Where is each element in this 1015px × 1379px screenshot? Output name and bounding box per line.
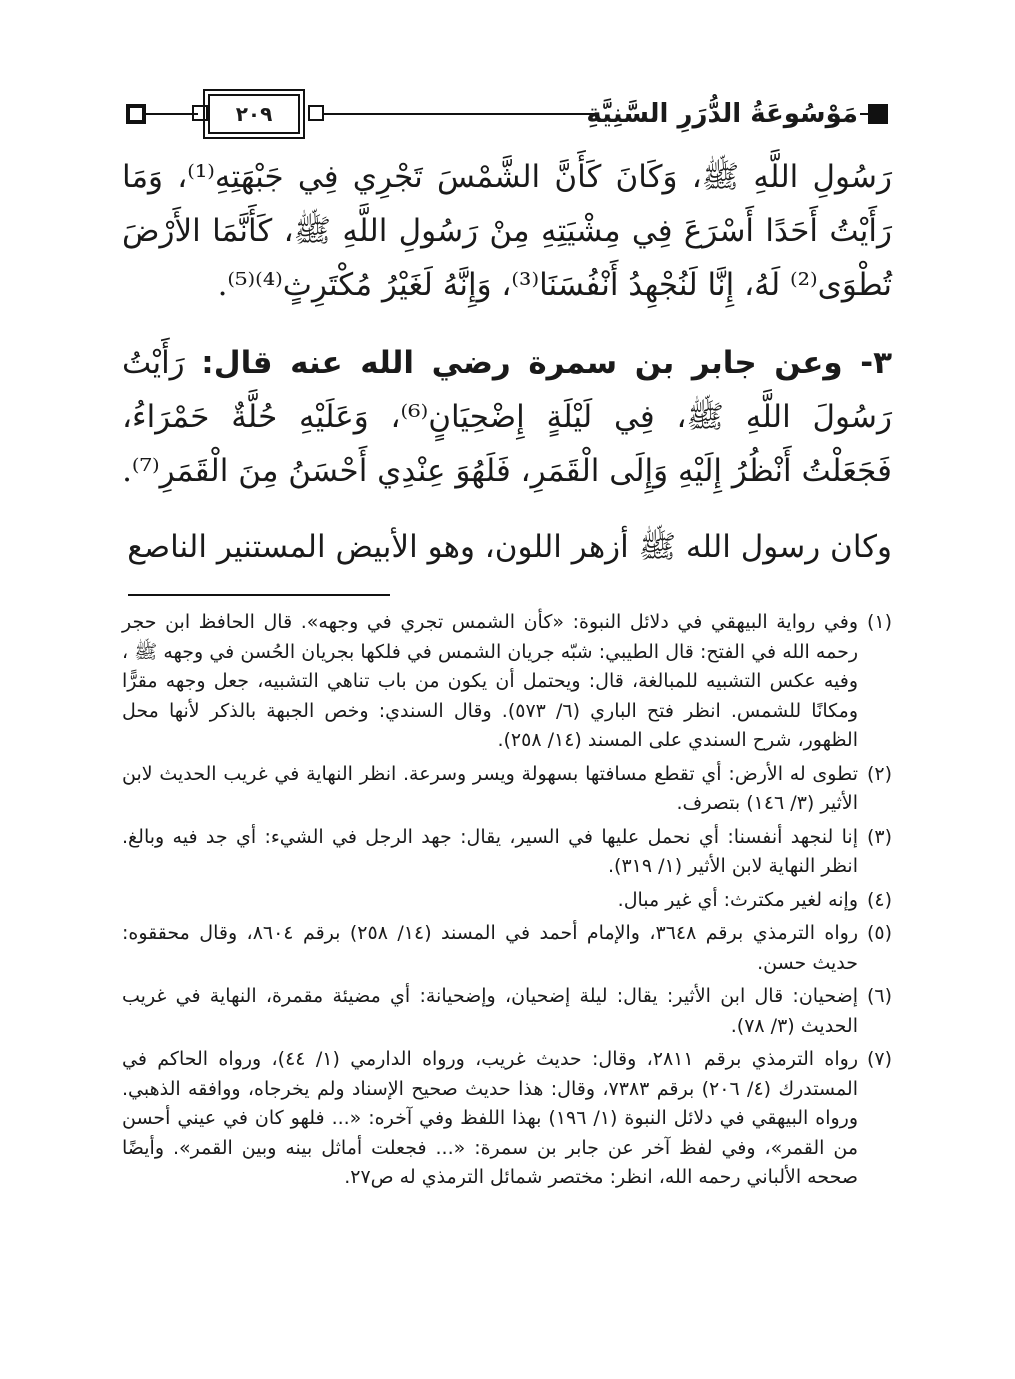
paragraph-3-text: وكان رسول الله ﷺ أزهر اللون، وهو الأبيض المستنير الناصع (127, 529, 892, 565)
book-title: مَوْسُوعَةُ الدُّرَرِ السَّنِيَّةِ (586, 99, 858, 129)
paragraph-2 (122, 336, 892, 498)
footnote (122, 919, 892, 978)
footnote-text: رواه الترمذي برقم ٣٦٤٨، والإمام أحمد في المسند (١٤/ ٢٥٨) برقم ٨٦٠٤، وقال محققوه: حديث حسن. (122, 922, 859, 974)
footnote-text: تطوى له الأرض: أي تقطع مسافتها بسهولة ويسر وسرعة. انظر النهاية في غريب الحديث لابن الأثير (٣/ ١٤٦) بتصرف. (122, 762, 858, 814)
header-rule-right (322, 113, 598, 115)
paragraph-1 (122, 150, 892, 312)
footnote-number: (٧) (866, 1048, 892, 1070)
footnote (122, 823, 892, 882)
footnote-number: (٣) (866, 825, 892, 848)
footnote-number: (٢) (866, 762, 892, 785)
footnote (122, 886, 892, 916)
header-knot-left (192, 105, 208, 121)
header-square-right (868, 104, 888, 124)
footnote (122, 982, 892, 1041)
paragraph-2-lead: ٣- وعن جابر بن سمرة رضي الله عنه قال: (201, 345, 893, 381)
footnote-text: إضحيان: قال ابن الأثير: يقال: ليلة إضحيان، وإضحيانة: أي مضيئة مقمرة، النهاية في غريب الحديث (٣/ ٧٨). (122, 985, 858, 1037)
page-number: ٢٠٩ (208, 94, 300, 134)
footnote-text: إنا لنجهد أنفسنا: أي نحمل عليها في السير، يقال: جهد الرجل في الشيء: أي جد فيه وبالغ. انظر النهاية لابن الأثير (١/ ٣١٩). (122, 825, 858, 877)
footnote (122, 1045, 892, 1193)
paragraph-1-text: رَسُولِ اللَّهِ ﷺ، وَكَانَ كَأَنَّ الشَّمْسَ تَجْرِي فِي جَبْهَتِهِ⁽¹⁾، وَمَا رَأَيْتُ أَحَدًا أَسْرَعَ فِي مِشْيَتِهِ مِنْ رَسُولِ اللَّهِ ﷺ، كَأَنَّمَا الأَرْضَ تُطْوَى⁽²⁾ لَهُ، إِنَّا لَنُجْهِدُ أَنْفُسَنَا⁽³⁾، وَإِنَّهُ لَغَيْرُ مُكْتَرِثٍ⁽⁴⁾⁽⁵⁾. (122, 159, 892, 303)
footnote-text: وإنه لغير مكترث: أي غير مبال. (617, 888, 858, 911)
paragraph-2-text: رَأَيْتُ رَسُولَ اللَّهِ ﷺ، فِي لَيْلَةٍ إِضْحِيَانٍ⁽⁶⁾، وَعَلَيْهِ حُلَّةٌ حَمْرَاءُ، فَجَعَلْتُ أَنْظُرُ إِلَيْهِ وَإِلَى الْقَمَرِ، فَلَهُوَ عِنْدِي أَحْسَنُ مِنَ الْقَمَرِ⁽⁷⁾. (122, 345, 892, 489)
footnote-text: رواه الترمذي برقم ٢٨١١، وقال: حديث غريب، ورواه الدارمي (١/ ٤٤)، ورواه الحاكم في المستدرك (٤/ ٢٠٦) برقم ٧٣٨٣، وقال: هذا حديث صحيح الإسناد ولم يخرجاه، ووافقه الذهبي. ورواه البيهقي في دلائل النبوة (١/ ١٩٦) بهذا اللفظ وفي آخره: «... فلهو كان في عيني أحسن من القمر»، وفي لفظ آخر عن جابر بن سمرة: «... فجعلت أماثل بينه وبين القمر». وأيضًا صححه الألباني رحمه الله، انظر: مختصر شمائل الترمذي له ص٢٧. (122, 1048, 859, 1188)
footnote-number: (٤) (866, 888, 892, 911)
footnotes (122, 608, 892, 1197)
page-header (122, 88, 892, 142)
footnote-number: (٥) (866, 922, 893, 944)
header-rule-left (146, 113, 198, 115)
footnote-number: (٦) (866, 985, 892, 1007)
footnote (122, 760, 892, 819)
paragraph-3 (122, 520, 892, 574)
footnote (122, 608, 892, 756)
footnote-number: (١) (866, 611, 892, 633)
header-square-left (126, 104, 146, 124)
footnote-separator (128, 594, 390, 596)
footnote-text: وفي رواية البيهقي في دلائل النبوة: «كأن الشمس تجري في وجهه». قال الحافظ ابن حجر رحمه الله في الفتح: قال الطيبي: شبّه جريان الشمس في فلكها بجريان الحُسن في وجهه ﷺ ، وفيه عكس التشبيه للمبالغة، قال: ويحتمل أن يكون من باب تناهي التشبيه، جعل وجهه مقرًّا ومكانًا للشمس. انظر فتح الباري (٦/ ٥٧٣). وقال السندي: وخص الجبهة بالذكر لأنها محل الظهور، شرح السندي على المسند (١٤/ ٢٥٨). (122, 611, 858, 751)
